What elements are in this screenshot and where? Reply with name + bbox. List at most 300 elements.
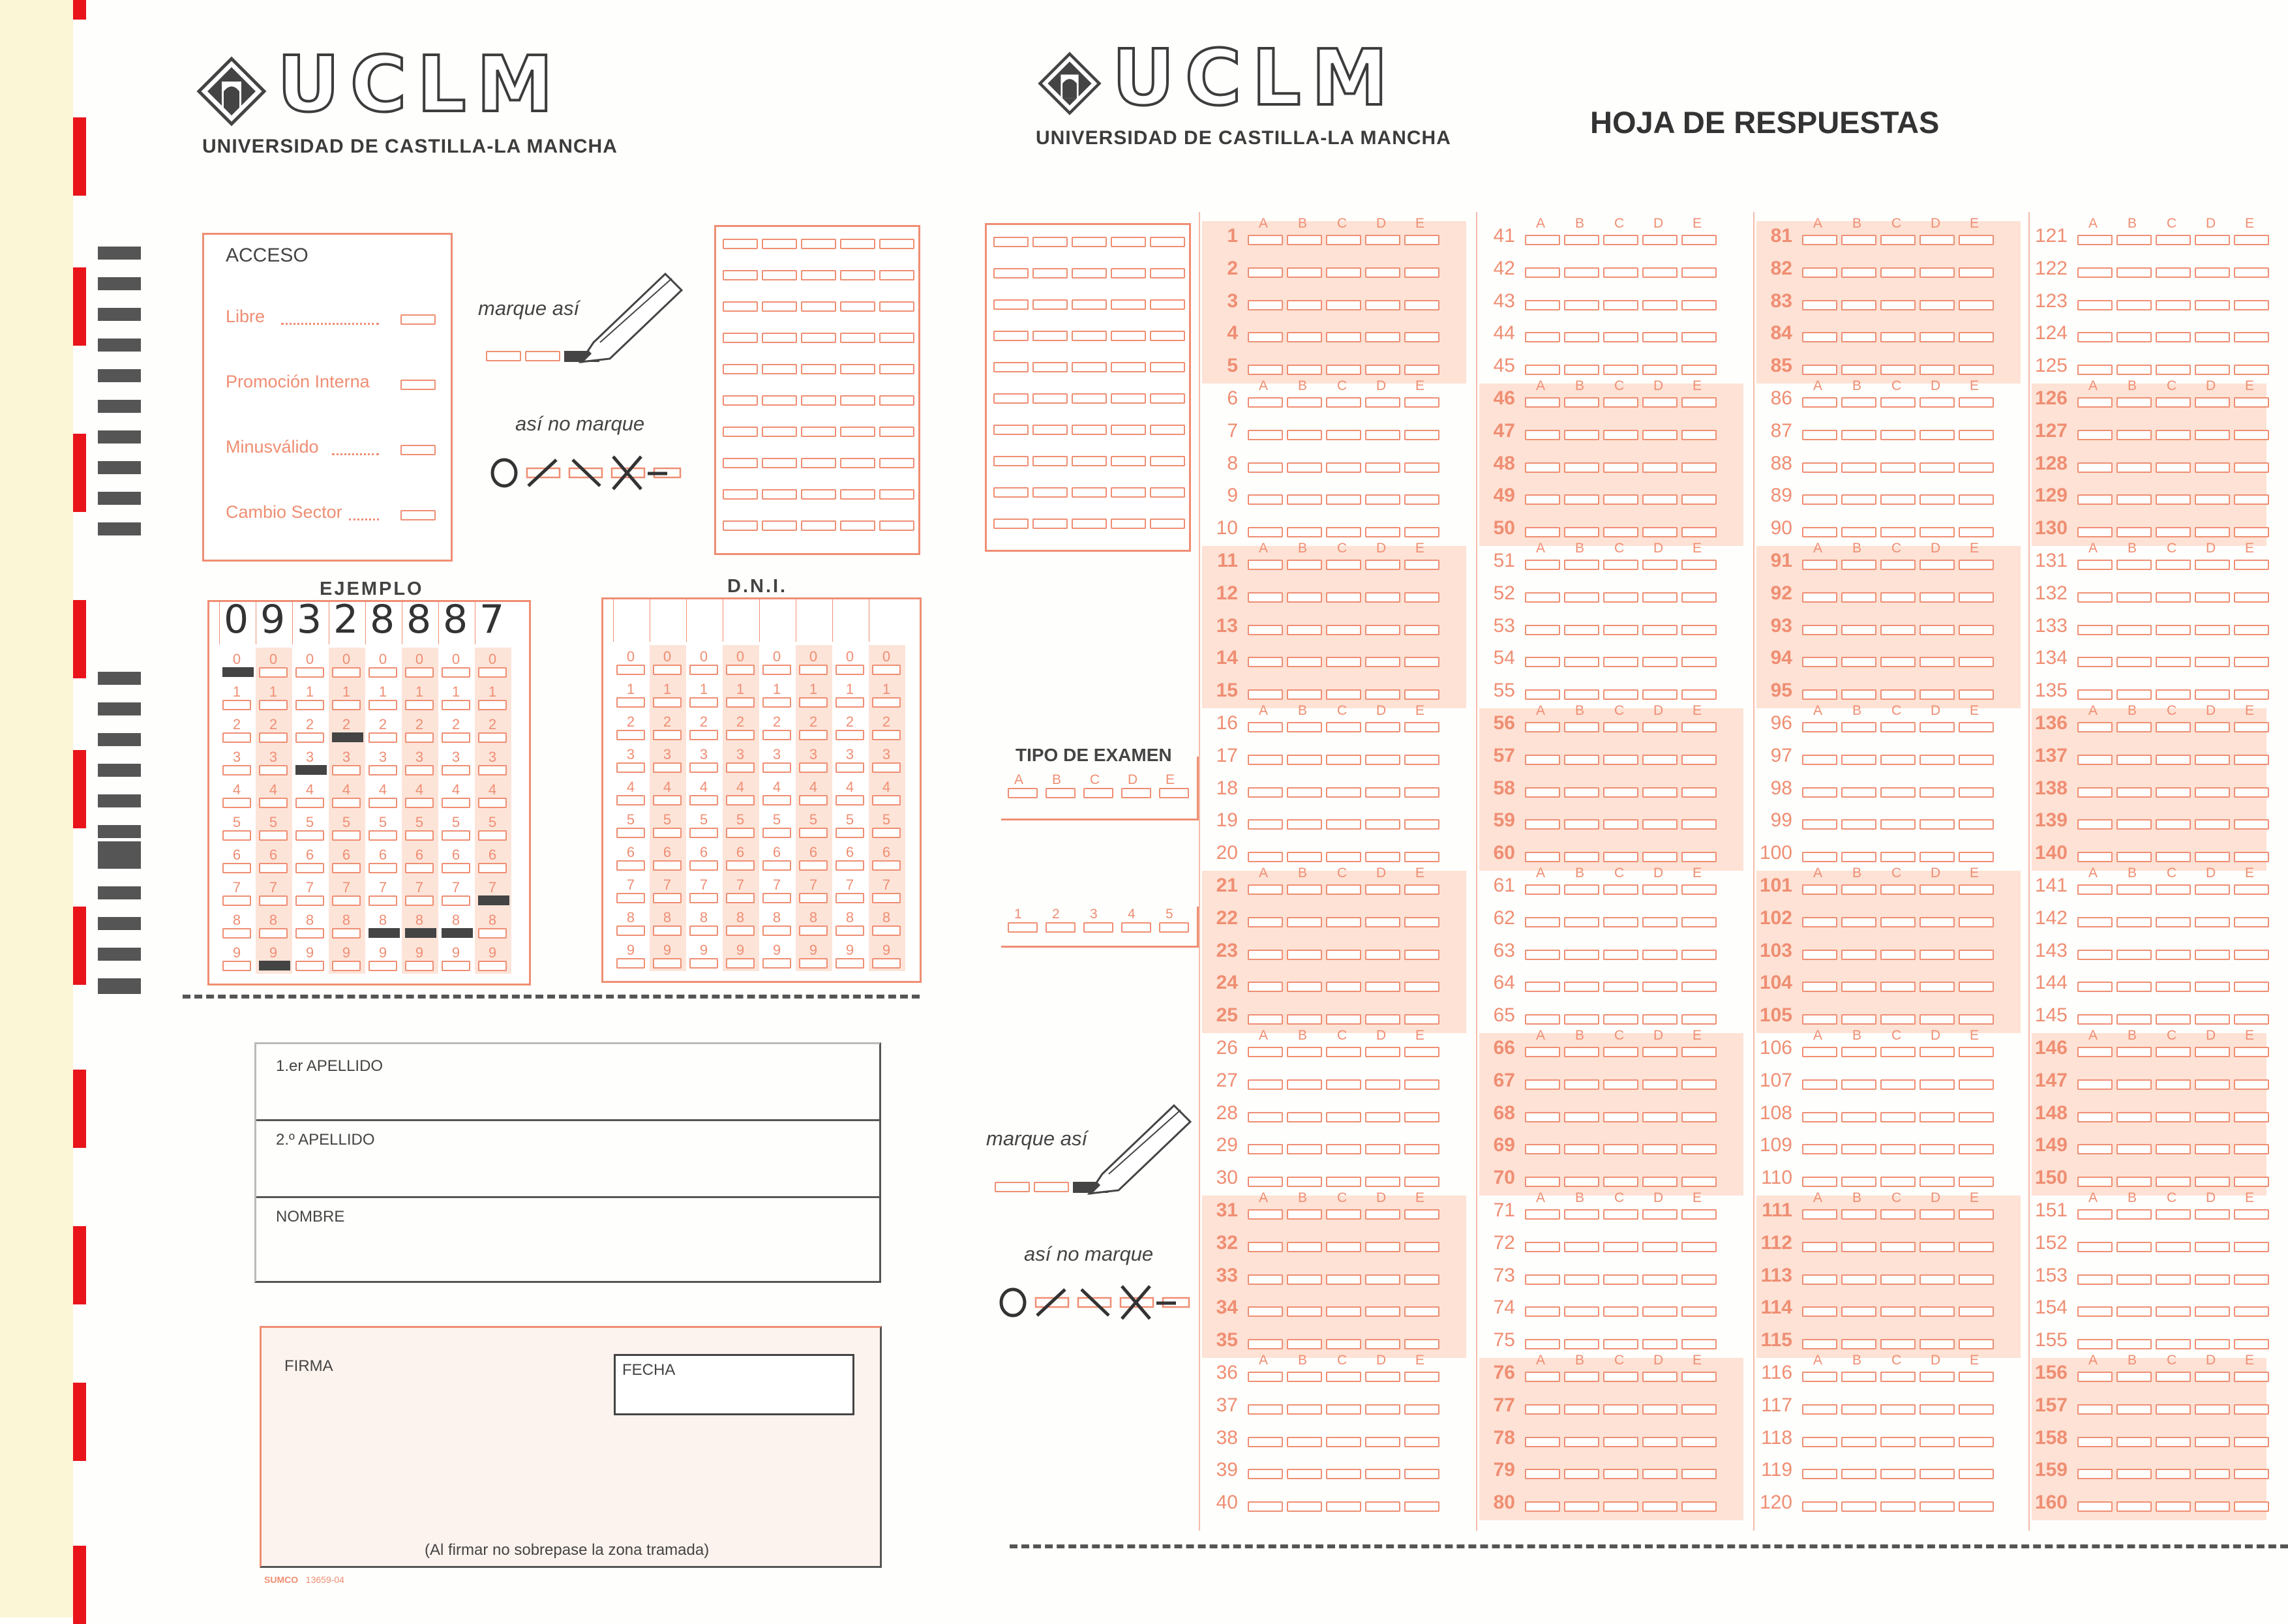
answer-bubble[interactable]: [1564, 332, 1599, 342]
answer-bubble[interactable]: [2195, 1501, 2230, 1512]
answer-bubble[interactable]: [1802, 722, 1837, 732]
answer-bubble[interactable]: [1603, 884, 1638, 895]
answer-bubble[interactable]: [2195, 982, 2230, 992]
answer-bubble[interactable]: [1404, 267, 1439, 278]
digit-bubble[interactable]: [369, 700, 397, 710]
digit-bubble[interactable]: [478, 732, 507, 743]
answer-bubble[interactable]: [1642, 267, 1678, 278]
answer-bubble[interactable]: [1404, 884, 1439, 895]
answer-bubble[interactable]: [2234, 1014, 2269, 1025]
answer-bubble[interactable]: [1841, 657, 1876, 667]
answer-bubble[interactable]: [1880, 1339, 1916, 1349]
answer-bubble[interactable]: [1959, 1501, 1994, 1512]
answer-bubble[interactable]: [1365, 657, 1400, 667]
code-bubble[interactable]: [879, 458, 914, 468]
digit-bubble[interactable]: [835, 665, 864, 675]
answer-bubble[interactable]: [1681, 1209, 1717, 1220]
answer-bubble[interactable]: [1326, 235, 1361, 245]
tipo-letter-bubble[interactable]: [1046, 788, 1076, 798]
answer-bubble[interactable]: [1959, 267, 1994, 278]
answer-bubble[interactable]: [1880, 592, 1916, 603]
answer-bubble[interactable]: [1880, 332, 1916, 342]
answer-bubble[interactable]: [2234, 1306, 2269, 1317]
acceso-option[interactable]: [226, 372, 441, 398]
digit-bubble[interactable]: [259, 830, 288, 841]
answer-bubble[interactable]: [1802, 1437, 1837, 1447]
digit-bubble[interactable]: [689, 893, 718, 903]
digit-bubble[interactable]: [332, 765, 361, 775]
answer-bubble[interactable]: [1287, 1372, 1322, 1382]
answer-bubble[interactable]: [1287, 1306, 1322, 1317]
answer-bubble[interactable]: [1326, 689, 1361, 700]
answer-bubble[interactable]: [1802, 1372, 1837, 1382]
answer-bubble[interactable]: [2156, 625, 2191, 635]
answer-bubble[interactable]: [1841, 1339, 1876, 1349]
answer-bubble[interactable]: [1959, 1339, 1994, 1349]
digit-bubble[interactable]: [478, 928, 507, 939]
answer-bubble[interactable]: [1681, 1274, 1717, 1285]
answer-bubble[interactable]: [2156, 1339, 2191, 1349]
digit-bubble[interactable]: [332, 700, 361, 710]
answer-bubble[interactable]: [1919, 1306, 1955, 1317]
digit-bubble[interactable]: [222, 798, 251, 808]
answer-bubble[interactable]: [2156, 819, 2191, 830]
code-bubble[interactable]: [1111, 519, 1146, 529]
answer-bubble[interactable]: [1326, 950, 1361, 960]
answer-bubble[interactable]: [1959, 884, 1994, 895]
digit-bubble[interactable]: [295, 961, 324, 971]
answer-bubble[interactable]: [1681, 1372, 1717, 1382]
answer-bubble[interactable]: [1326, 332, 1361, 342]
answer-bubble[interactable]: [1603, 1372, 1638, 1382]
digit-bubble[interactable]: [616, 925, 645, 936]
answer-bubble[interactable]: [1919, 430, 1955, 440]
answer-bubble[interactable]: [1841, 1209, 1876, 1220]
answer-bubble[interactable]: [1802, 1079, 1837, 1090]
code-bubble[interactable]: [801, 270, 836, 280]
answer-bubble[interactable]: [2116, 1014, 2152, 1025]
answer-bubble[interactable]: [1404, 852, 1439, 862]
answer-bubble[interactable]: [1404, 625, 1439, 635]
answer-bubble[interactable]: [1326, 1177, 1361, 1187]
answer-bubble[interactable]: [1248, 722, 1283, 732]
answer-bubble[interactable]: [1564, 1306, 1599, 1317]
answer-bubble[interactable]: [1642, 1079, 1678, 1090]
code-bubble[interactable]: [840, 489, 875, 500]
answer-bubble[interactable]: [1287, 527, 1322, 537]
answer-bubble[interactable]: [1564, 267, 1599, 278]
answer-bubble[interactable]: [1681, 527, 1717, 537]
answer-bubble[interactable]: [1365, 1469, 1400, 1479]
answer-bubble[interactable]: [1564, 1112, 1599, 1122]
answer-bubble[interactable]: [1841, 560, 1876, 570]
code-bubble[interactable]: [1111, 362, 1146, 372]
answer-bubble[interactable]: [1248, 462, 1283, 473]
answer-bubble[interactable]: [1642, 982, 1678, 992]
answer-bubble[interactable]: [2234, 592, 2269, 603]
answer-bubble[interactable]: [1919, 1469, 1955, 1479]
answer-bubble[interactable]: [1404, 1079, 1439, 1090]
answer-bubble[interactable]: [1326, 300, 1361, 310]
answer-bubble[interactable]: [1681, 462, 1717, 473]
answer-bubble[interactable]: [1525, 397, 1560, 408]
answer-bubble[interactable]: [2234, 1469, 2269, 1479]
answer-bubble[interactable]: [1959, 1144, 1994, 1154]
answer-bubble[interactable]: [1841, 1437, 1876, 1447]
answer-bubble[interactable]: [2234, 1209, 2269, 1220]
answer-bubble[interactable]: [1841, 332, 1876, 342]
digit-bubble[interactable]: [653, 893, 682, 903]
answer-bubble[interactable]: [1248, 982, 1283, 992]
answer-bubble[interactable]: [1959, 852, 1994, 862]
answer-bubble[interactable]: [1365, 267, 1400, 278]
answer-bubble[interactable]: [1841, 950, 1876, 960]
digit-bubble[interactable]: [222, 928, 251, 939]
code-bubble[interactable]: [801, 520, 836, 531]
answer-bubble[interactable]: [2156, 787, 2191, 798]
answer-bubble[interactable]: [2234, 1274, 2269, 1285]
answer-bubble[interactable]: [1248, 1047, 1283, 1057]
answer-bubble[interactable]: [1365, 1274, 1400, 1285]
answer-bubble[interactable]: [1681, 397, 1717, 408]
answer-bubble[interactable]: [1959, 560, 1994, 570]
answer-bubble[interactable]: [2195, 1372, 2230, 1382]
answer-bubble[interactable]: [2195, 397, 2230, 408]
answer-bubble[interactable]: [1326, 1112, 1361, 1122]
answer-bubble[interactable]: [1365, 1437, 1400, 1447]
answer-bubble[interactable]: [2116, 917, 2152, 927]
answer-bubble[interactable]: [2077, 1469, 2113, 1479]
answer-bubble[interactable]: [1404, 592, 1439, 603]
answer-bubble[interactable]: [1248, 884, 1283, 895]
answer-bubble[interactable]: [1525, 819, 1560, 830]
answer-bubble[interactable]: [1919, 917, 1955, 927]
answer-bubble[interactable]: [1326, 787, 1361, 798]
answer-bubble[interactable]: [2077, 1144, 2113, 1154]
answer-bubble[interactable]: [1802, 560, 1837, 570]
answer-bubble[interactable]: [2156, 430, 2191, 440]
answer-bubble[interactable]: [1404, 1501, 1439, 1512]
answer-bubble[interactable]: [1525, 884, 1560, 895]
answer-bubble[interactable]: [1287, 397, 1322, 408]
digit-bubble[interactable]: [762, 893, 791, 903]
answer-bubble[interactable]: [2077, 755, 2113, 765]
answer-bubble[interactable]: [1642, 1274, 1678, 1285]
answer-bubble[interactable]: [1642, 722, 1678, 732]
answer-bubble[interactable]: [1287, 300, 1322, 310]
answer-bubble[interactable]: [1802, 1306, 1837, 1317]
digit-bubble[interactable]: [762, 958, 791, 969]
answer-bubble[interactable]: [2234, 462, 2269, 473]
answer-bubble[interactable]: [1919, 332, 1955, 342]
answer-bubble[interactable]: [1880, 1437, 1916, 1447]
answer-bubble[interactable]: [2077, 235, 2113, 245]
code-bubble[interactable]: [1150, 425, 1185, 435]
answer-bubble[interactable]: [1959, 1047, 1994, 1057]
answer-bubble[interactable]: [1326, 657, 1361, 667]
digit-bubble[interactable]: [726, 697, 755, 708]
answer-bubble[interactable]: [1564, 1047, 1599, 1057]
digit-bubble[interactable]: [369, 928, 400, 938]
answer-bubble[interactable]: [1564, 1372, 1599, 1382]
answer-bubble[interactable]: [1802, 592, 1837, 603]
answer-bubble[interactable]: [1326, 1404, 1361, 1415]
answer-bubble[interactable]: [1404, 397, 1439, 408]
answer-bubble[interactable]: [1248, 657, 1283, 667]
code-bubble[interactable]: [840, 520, 875, 531]
answer-bubble[interactable]: [1802, 397, 1837, 408]
digit-bubble[interactable]: [442, 700, 470, 710]
answer-bubble[interactable]: [1919, 819, 1955, 830]
answer-bubble[interactable]: [1681, 1047, 1717, 1057]
answer-bubble[interactable]: [1642, 494, 1678, 505]
answer-bubble[interactable]: [1404, 1242, 1439, 1252]
answer-bubble[interactable]: [2195, 1339, 2230, 1349]
answer-bubble[interactable]: [1802, 235, 1837, 245]
answer-bubble[interactable]: [2077, 1242, 2113, 1252]
digit-bubble[interactable]: [478, 765, 507, 775]
answer-bubble[interactable]: [1287, 1047, 1322, 1057]
digit-bubble[interactable]: [405, 863, 434, 873]
answer-bubble[interactable]: [1802, 950, 1837, 960]
answer-bubble[interactable]: [1365, 1306, 1400, 1317]
answer-bubble[interactable]: [1326, 494, 1361, 505]
answer-bubble[interactable]: [1365, 625, 1400, 635]
code-bubble[interactable]: [1072, 519, 1107, 529]
answer-bubble[interactable]: [2077, 1014, 2113, 1025]
answer-bubble[interactable]: [1841, 527, 1876, 537]
answer-bubble[interactable]: [1525, 430, 1560, 440]
answer-bubble[interactable]: [1919, 852, 1955, 862]
answer-bubble[interactable]: [1365, 235, 1400, 245]
answer-bubble[interactable]: [1603, 852, 1638, 862]
answer-bubble[interactable]: [2195, 430, 2230, 440]
answer-bubble[interactable]: [2156, 332, 2191, 342]
answer-bubble[interactable]: [2116, 1501, 2152, 1512]
answer-bubble[interactable]: [1841, 430, 1876, 440]
answer-bubble[interactable]: [1326, 1274, 1361, 1285]
answer-bubble[interactable]: [1880, 1079, 1916, 1090]
answer-bubble[interactable]: [1802, 1112, 1837, 1122]
answer-bubble[interactable]: [1880, 267, 1916, 278]
answer-bubble[interactable]: [2156, 950, 2191, 960]
answer-bubble[interactable]: [1287, 950, 1322, 960]
answer-bubble[interactable]: [2077, 722, 2113, 732]
answer-bubble[interactable]: [2077, 852, 2113, 862]
digit-bubble[interactable]: [799, 860, 828, 871]
answer-bubble[interactable]: [1404, 722, 1439, 732]
digit-bubble[interactable]: [762, 925, 791, 936]
digit-bubble[interactable]: [332, 667, 361, 678]
digit-bubble[interactable]: [369, 961, 397, 971]
answer-bubble[interactable]: [1880, 527, 1916, 537]
answer-bubble[interactable]: [1248, 430, 1283, 440]
answer-bubble[interactable]: [1525, 982, 1560, 992]
answer-bubble[interactable]: [1525, 1079, 1560, 1090]
answer-bubble[interactable]: [1603, 527, 1638, 537]
answer-bubble[interactable]: [1681, 267, 1717, 278]
answer-bubble[interactable]: [2077, 657, 2113, 667]
answer-bubble[interactable]: [1919, 1112, 1955, 1122]
answer-bubble[interactable]: [1642, 689, 1678, 700]
answer-bubble[interactable]: [1841, 1242, 1876, 1252]
answer-bubble[interactable]: [2234, 625, 2269, 635]
answer-bubble[interactable]: [1248, 1404, 1283, 1415]
answer-bubble[interactable]: [1959, 689, 1994, 700]
digit-bubble[interactable]: [653, 925, 682, 936]
answer-bubble[interactable]: [1642, 819, 1678, 830]
answer-bubble[interactable]: [2077, 1209, 2113, 1220]
answer-bubble[interactable]: [2234, 1501, 2269, 1512]
answer-bubble[interactable]: [1603, 1144, 1638, 1154]
answer-bubble[interactable]: [1525, 1209, 1560, 1220]
digit-bubble[interactable]: [369, 863, 397, 873]
answer-bubble[interactable]: [1642, 1372, 1678, 1382]
tipo-letter-bubble[interactable]: [1121, 788, 1151, 798]
digit-bubble[interactable]: [222, 895, 251, 906]
answer-bubble[interactable]: [1681, 787, 1717, 798]
answer-bubble[interactable]: [1564, 755, 1599, 765]
answer-bubble[interactable]: [2077, 1372, 2113, 1382]
code-bubble[interactable]: [801, 395, 836, 406]
answer-bubble[interactable]: [1880, 819, 1916, 830]
acceso-option[interactable]: [226, 307, 441, 333]
answer-bubble[interactable]: [1248, 527, 1283, 537]
answer-bubble[interactable]: [2077, 1047, 2113, 1057]
answer-bubble[interactable]: [1287, 1112, 1322, 1122]
answer-bubble[interactable]: [1681, 430, 1717, 440]
code-bubble[interactable]: [1032, 331, 1068, 341]
answer-bubble[interactable]: [1681, 982, 1717, 992]
answer-bubble[interactable]: [1841, 1144, 1876, 1154]
answer-bubble[interactable]: [1248, 1177, 1283, 1187]
code-bubble[interactable]: [993, 519, 1029, 529]
answer-bubble[interactable]: [2234, 332, 2269, 342]
answer-bubble[interactable]: [2077, 462, 2113, 473]
answer-bubble[interactable]: [1681, 365, 1717, 375]
digit-bubble[interactable]: [295, 667, 324, 678]
answer-bubble[interactable]: [1287, 1274, 1322, 1285]
answer-bubble[interactable]: [1248, 1144, 1283, 1154]
tipo-number-bubble[interactable]: [1046, 922, 1076, 933]
answer-bubble[interactable]: [1326, 1501, 1361, 1512]
answer-bubble[interactable]: [1681, 852, 1717, 862]
code-bubble[interactable]: [723, 395, 758, 406]
digit-bubble[interactable]: [369, 895, 397, 906]
answer-bubble[interactable]: [1404, 1437, 1439, 1447]
answer-bubble[interactable]: [2195, 884, 2230, 895]
code-bubble[interactable]: [723, 364, 758, 374]
code-bubble[interactable]: [723, 427, 758, 437]
nombre-field[interactable]: [256, 1198, 879, 1280]
code-bubble[interactable]: [840, 458, 875, 468]
answer-bubble[interactable]: [1642, 1501, 1678, 1512]
answer-bubble[interactable]: [1802, 1209, 1837, 1220]
answer-bubble[interactable]: [2116, 527, 2152, 537]
answer-bubble[interactable]: [1959, 332, 1994, 342]
answer-bubble[interactable]: [1404, 1306, 1439, 1317]
digit-bubble[interactable]: [835, 795, 864, 805]
answer-bubble[interactable]: [2234, 787, 2269, 798]
digit-bubble[interactable]: [369, 732, 397, 743]
answer-bubble[interactable]: [2195, 462, 2230, 473]
answer-bubble[interactable]: [1326, 1242, 1361, 1252]
answer-bubble[interactable]: [2077, 560, 2113, 570]
answer-bubble[interactable]: [1525, 300, 1560, 310]
answer-bubble[interactable]: [2195, 1242, 2230, 1252]
answer-bubble[interactable]: [2234, 267, 2269, 278]
answer-bubble[interactable]: [1525, 950, 1560, 960]
answer-bubble[interactable]: [1603, 755, 1638, 765]
answer-bubble[interactable]: [1564, 494, 1599, 505]
answer-bubble[interactable]: [2116, 462, 2152, 473]
answer-bubble[interactable]: [1603, 1437, 1638, 1447]
answer-bubble[interactable]: [1841, 755, 1876, 765]
answer-bubble[interactable]: [1365, 1404, 1400, 1415]
digit-bubble[interactable]: [762, 828, 791, 838]
digit-bubble[interactable]: [332, 863, 361, 873]
answer-bubble[interactable]: [1841, 1079, 1876, 1090]
answer-bubble[interactable]: [1248, 787, 1283, 798]
answer-bubble[interactable]: [1404, 1112, 1439, 1122]
answer-bubble[interactable]: [1564, 397, 1599, 408]
answer-bubble[interactable]: [1880, 950, 1916, 960]
answer-bubble[interactable]: [1841, 1274, 1876, 1285]
tipo-number-bubble[interactable]: [1159, 922, 1189, 933]
answer-bubble[interactable]: [2077, 397, 2113, 408]
answer-bubble[interactable]: [1841, 689, 1876, 700]
answer-bubble[interactable]: [1919, 884, 1955, 895]
answer-bubble[interactable]: [1525, 1274, 1560, 1285]
answer-bubble[interactable]: [1287, 917, 1322, 927]
answer-bubble[interactable]: [1681, 625, 1717, 635]
answer-bubble[interactable]: [2234, 722, 2269, 732]
answer-bubble[interactable]: [2116, 657, 2152, 667]
answer-bubble[interactable]: [1287, 332, 1322, 342]
answer-bubble[interactable]: [2077, 494, 2113, 505]
answer-bubble[interactable]: [1326, 917, 1361, 927]
answer-bubble[interactable]: [1564, 1274, 1599, 1285]
answer-bubble[interactable]: [1326, 1306, 1361, 1317]
answer-bubble[interactable]: [1959, 625, 1994, 635]
digit-bubble[interactable]: [405, 798, 434, 808]
answer-bubble[interactable]: [1880, 1404, 1916, 1415]
digit-bubble[interactable]: [259, 895, 288, 906]
answer-bubble[interactable]: [1287, 1242, 1322, 1252]
answer-bubble[interactable]: [1287, 722, 1322, 732]
answer-bubble[interactable]: [1880, 1047, 1916, 1057]
answer-bubble[interactable]: [1326, 982, 1361, 992]
answer-bubble[interactable]: [1404, 819, 1439, 830]
answer-bubble[interactable]: [1841, 1372, 1876, 1382]
code-bubble[interactable]: [723, 520, 758, 531]
answer-bubble[interactable]: [1287, 787, 1322, 798]
answer-bubble[interactable]: [2195, 1014, 2230, 1025]
answer-bubble[interactable]: [2077, 819, 2113, 830]
answer-bubble[interactable]: [1248, 1469, 1283, 1479]
digit-bubble[interactable]: [222, 830, 251, 841]
answer-bubble[interactable]: [1681, 1144, 1717, 1154]
answer-bubble[interactable]: [2116, 1079, 2152, 1090]
answer-bubble[interactable]: [1525, 267, 1560, 278]
answer-bubble[interactable]: [2195, 722, 2230, 732]
answer-bubble[interactable]: [1404, 1014, 1439, 1025]
tipo-letter-bubble[interactable]: [1008, 788, 1038, 798]
answer-bubble[interactable]: [1564, 1209, 1599, 1220]
code-bubble[interactable]: [879, 489, 914, 500]
code-bubble[interactable]: [1111, 268, 1146, 278]
answer-bubble[interactable]: [2116, 1306, 2152, 1317]
